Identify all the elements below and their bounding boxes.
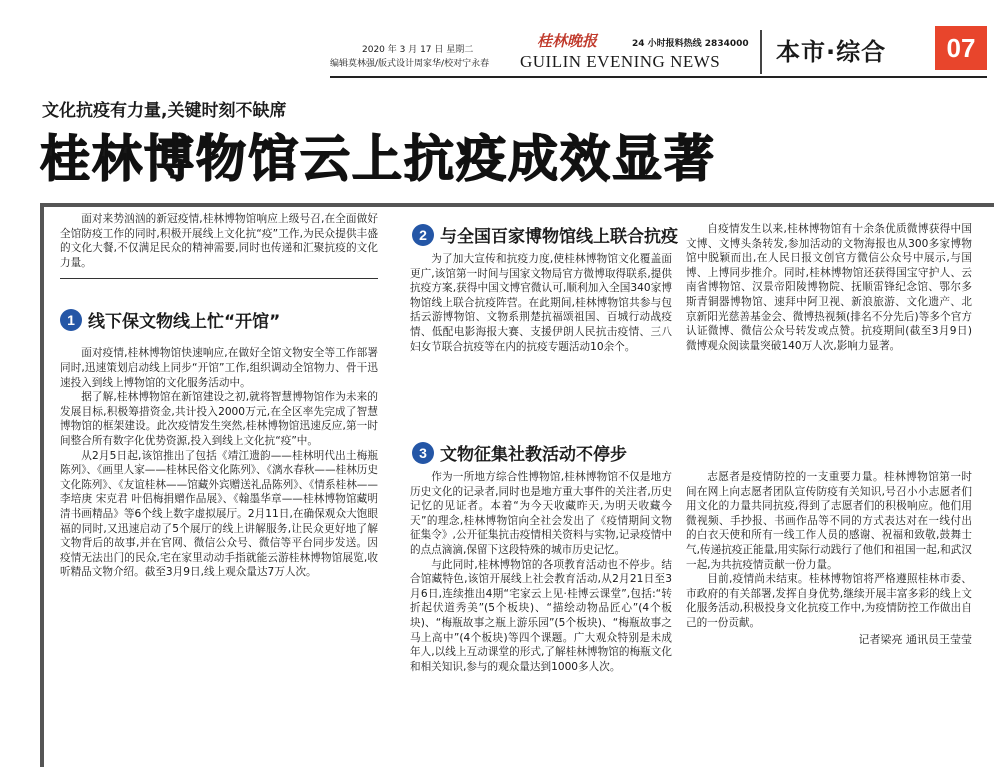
newspaper-logo-en: GUILIN EVENING NEWS — [520, 52, 721, 71]
column-3-top — [686, 222, 972, 353]
section-3-heading — [412, 440, 627, 465]
section-2-paragraph: 自疫情发生以来,桂林博物馆有十余条优质微博获得中国文博、文博头条转发,参加活动的文物海报也从300多家博物馆中脱颖而出,在人民日报文创官方微信公众号中展示,与国博、上博同步推介。同时,桂林博物馆还获得国宝守护人、云南省博物馆、汉景帝阳陵博物院、抚顺雷锋纪念馆、鄂尔多斯青铜器博物馆、速拜中阿卫视、新浪旅游、文化遗产、北京新阳光慈善基金会、微博热视频(排名不分先后)等多个官方认证微博、微信公众号转发或点赞。抗疫期间(截至3月9日)微博观众阅读量突破140万人次,影响力显著。 — [686, 223, 972, 352]
issue-date: 2020 年 3 月 17 日 星期二 — [362, 45, 474, 55]
article-headline: 桂林博物馆云上抗疫成效显著 — [40, 130, 716, 188]
section-number-badge: 3 — [412, 442, 434, 464]
section-3-paragraph: 与此同时,桂林博物馆的各项教育活动也不停步。结合馆藏特色,该馆开展线上社会教育活动,从2月21日至3月6日,连续推出4期“宅家云上见·桂博云课堂”,包括:“转折起伏道秀美”(5个板块)、“描绘动物品匠心”(4个板块)、“梅瓶故事之瓶上游乐园”(5个板块)、“梅瓶故事之马上高中”(4个板块)等四个课题。广大观众特别是未成年人,以线上互动课堂的形式,了解桂林博物馆的梅瓶文化和相关知识,参与的观众量达到1000多人次。 — [410, 558, 672, 673]
section-number-badge: 2 — [412, 224, 434, 246]
section-number-badge: 1 — [60, 309, 82, 331]
news-hotline: 24 小时报料热线 2834000 — [632, 39, 749, 49]
masthead-rule — [330, 76, 987, 78]
section-2-paragraph: 为了加大宣传和抗疫力度,使桂林博物馆文化覆盖面更广,该馆第一时间与国家文物局官方微博取得联系,提供抗疫方案,获得中国文博官微认可,顺利加入全国340家博物馆线上联合抗疫阵营。在此期间,桂林博物馆共参与包括云游博物馆、文物系荆楚抗福颂祖国、百城行动战疫情、低配电影海报大赛、支援伊朗人民抗击疫情、三八妇女节联合抗疫等在内的抗疫专题活动10余个。 — [410, 253, 672, 353]
section-name: 本市·综合 — [776, 38, 887, 66]
section-2-heading — [412, 222, 678, 247]
newspaper-logo-cn: 桂林晚报 — [537, 32, 598, 50]
section-3-paragraph: 作为一所地方综合性博物馆,桂林博物馆不仅是地方历史文化的记录者,同时也是地方重大事件的关注者,历史记忆的见证者。本着“为今天收藏昨天,为明天收藏今天”的理念,桂林博物馆向全社会发出了《疫情期间文物征集令》,公开征集抗击疫情相关资料与实物,记录疫情中的点点滴滴,保留下这段特殊的城市历史记忆。 — [410, 471, 672, 556]
column-3-bottom — [686, 470, 972, 647]
section-2-title: 与全国百家博物馆线上联合抗疫 — [440, 227, 678, 247]
editor-credits: 编辑莫林强/版式设计周家华/校对宁永春 — [330, 59, 490, 69]
article-kicker: 文化抗疫有力量,关键时刻不缺席 — [42, 101, 287, 121]
section-3-paragraph: 目前,疫情尚未结束。桂林博物馆将严格遵照桂林市委、市政府的有关部署,发挥自身优势,继续开展丰富多彩的线上文化服务活动,积极投身文化抗疫工作中,为疫情防控工作做出自己的一份贡献。 — [686, 573, 972, 629]
lead-divider — [60, 278, 378, 279]
column-1 — [60, 212, 378, 580]
page-number: 07 — [935, 26, 987, 70]
column-2-bottom — [410, 470, 672, 674]
section-1-paragraph: 从2月5日起,该馆推出了包括《靖江遗韵——桂林明代出土梅瓶陈列》、《画里人家——桂林民俗文化陈列》、《漓水春秋——桂林历史文化陈列》、《友谊桂林——馆藏外宾赠送礼品陈列》、《情系桂林——李培庚 宋克君 叶侣梅捐赠作品展》、《翰墨华章——桂林博物馆藏明清书画精品》等6个线上数字虚拟展厅。2月11日,在确保观众大饱眼福的同时,又迅速启动了5个展厅的线上讲解服务,让民众更好地了解文物背后的故事,并在官网、微信公众号、微信等平台同步发送。因疫情无法出门的民众,宅在家里动动手指就能云游桂林博物馆展览,收听精品文物介绍。截至3月9日,线上观众量达7万人次。 — [60, 449, 378, 579]
section-1-paragraph: 据了解,桂林博物馆在新馆建设之初,就将智慧博物馆作为未来的发展目标,积极筹措资金,共计投入2000万元,在全区率先完成了智慧博物馆的框架建设。此次疫情发生突然,桂林博物馆迅速反应,第一时间整合所有数字化优势资源,投入到线上文化抗“疫”中。 — [60, 391, 378, 447]
section-1-title: 线下保文物线上忙“开馆” — [88, 312, 281, 333]
masthead-divider — [760, 30, 762, 74]
section-3-paragraph: 志愿者是疫情防控的一支重要力量。桂林博物馆第一时间在网上向志愿者团队宣传防疫有关知识,号召小小志愿者们用文化的力量共同抗疫,得到了志愿者们的积极响应。他们用微视频、手抄报、书画作品等不同的方式表达对在一线付出的白衣天使和所有一线工作人员的感谢、祝福和致敬,鼓舞士气,传递抗疫正能量,用实际行动践行了他们和祖国一起,和武汉一起,为共抗疫情贡献一份力量。 — [686, 471, 972, 571]
column-2-top — [410, 252, 672, 354]
article-byline: 记者梁亮 通讯员王莹莹 — [858, 632, 972, 646]
section-3-title: 文物征集社教活动不停步 — [440, 445, 627, 465]
section-1-paragraph: 面对疫情,桂林博物馆快速响应,在做好全馆文物安全等工作部署同时,迅速策划启动线上同步“开馆”工作,组织调动全馆物力、骨干迅速投入到线上博物馆的文化服务活动中。 — [60, 347, 378, 389]
section-1-heading — [60, 307, 378, 332]
lead-paragraph: 面对来势汹汹的新冠疫情,桂林博物馆响应上级号召,在全面做好全馆防疫工作的同时,积极开展线上文化抗“疫”工作,为民众提供丰盛的文化大餐,不仅满足民众的精神需要,同时也传递和汇聚抗疫的文化力量。 — [60, 213, 378, 269]
